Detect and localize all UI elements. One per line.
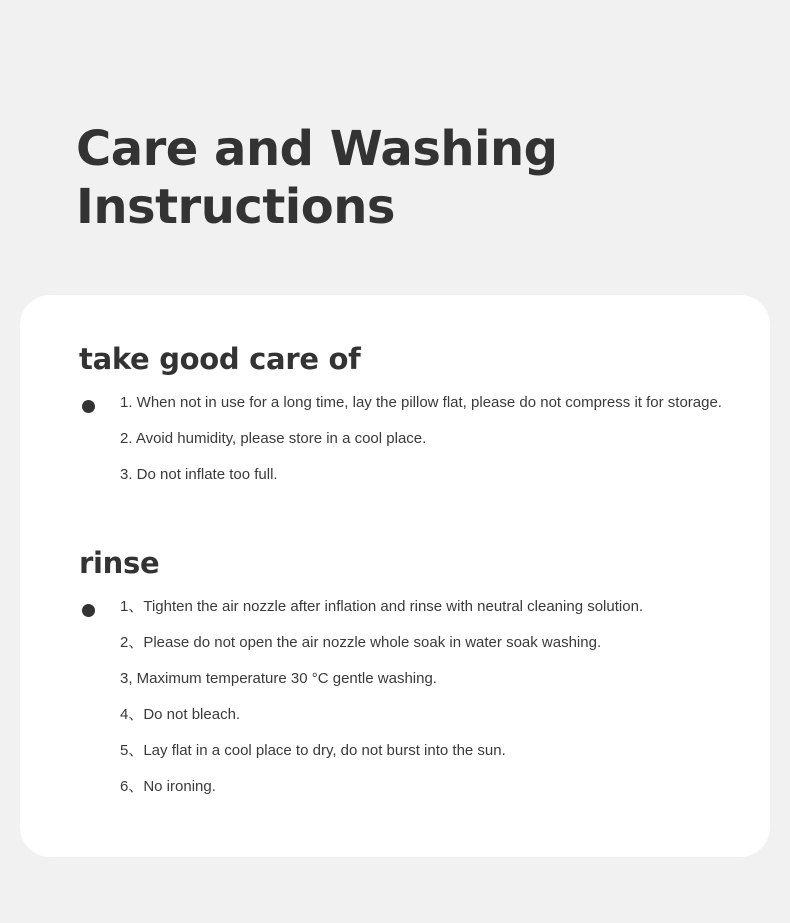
care-heading: take good care of (79, 342, 361, 376)
care-item: 3. Do not inflate too full. (120, 466, 278, 483)
rinse-item: 4、Do not bleach. (120, 706, 241, 723)
bullet-dot-icon (82, 604, 95, 617)
rinse-item-list (120, 597, 643, 813)
rinse-item: 1、Tighten the air nozzle after inflation and rinse with neutral cleaning solution. (120, 598, 644, 615)
rinse-section (79, 543, 759, 795)
rinse-item: 2、Please do not open the air nozzle whole soak in water soak washing. (120, 634, 602, 651)
bullet-dot-icon (82, 400, 95, 413)
rinse-heading: rinse (79, 546, 160, 580)
care-item: 1. When not in use for a long time, lay the pillow flat, please do not compress it for storage. (120, 394, 722, 411)
page-title: Care and Washing Instructions (76, 121, 558, 235)
instructions-card (20, 295, 770, 857)
rinse-item: 3, Maximum temperature 30 °C gentle washing. (120, 670, 437, 687)
care-section (79, 339, 759, 483)
rinse-item: 6、No ironing. (120, 778, 216, 795)
rinse-item: 5、Lay flat in a cool place to dry, do not burst into the sun. (120, 742, 506, 759)
care-item-list (120, 393, 722, 501)
care-item: 2. Avoid humidity, please store in a cool place. (120, 430, 427, 447)
